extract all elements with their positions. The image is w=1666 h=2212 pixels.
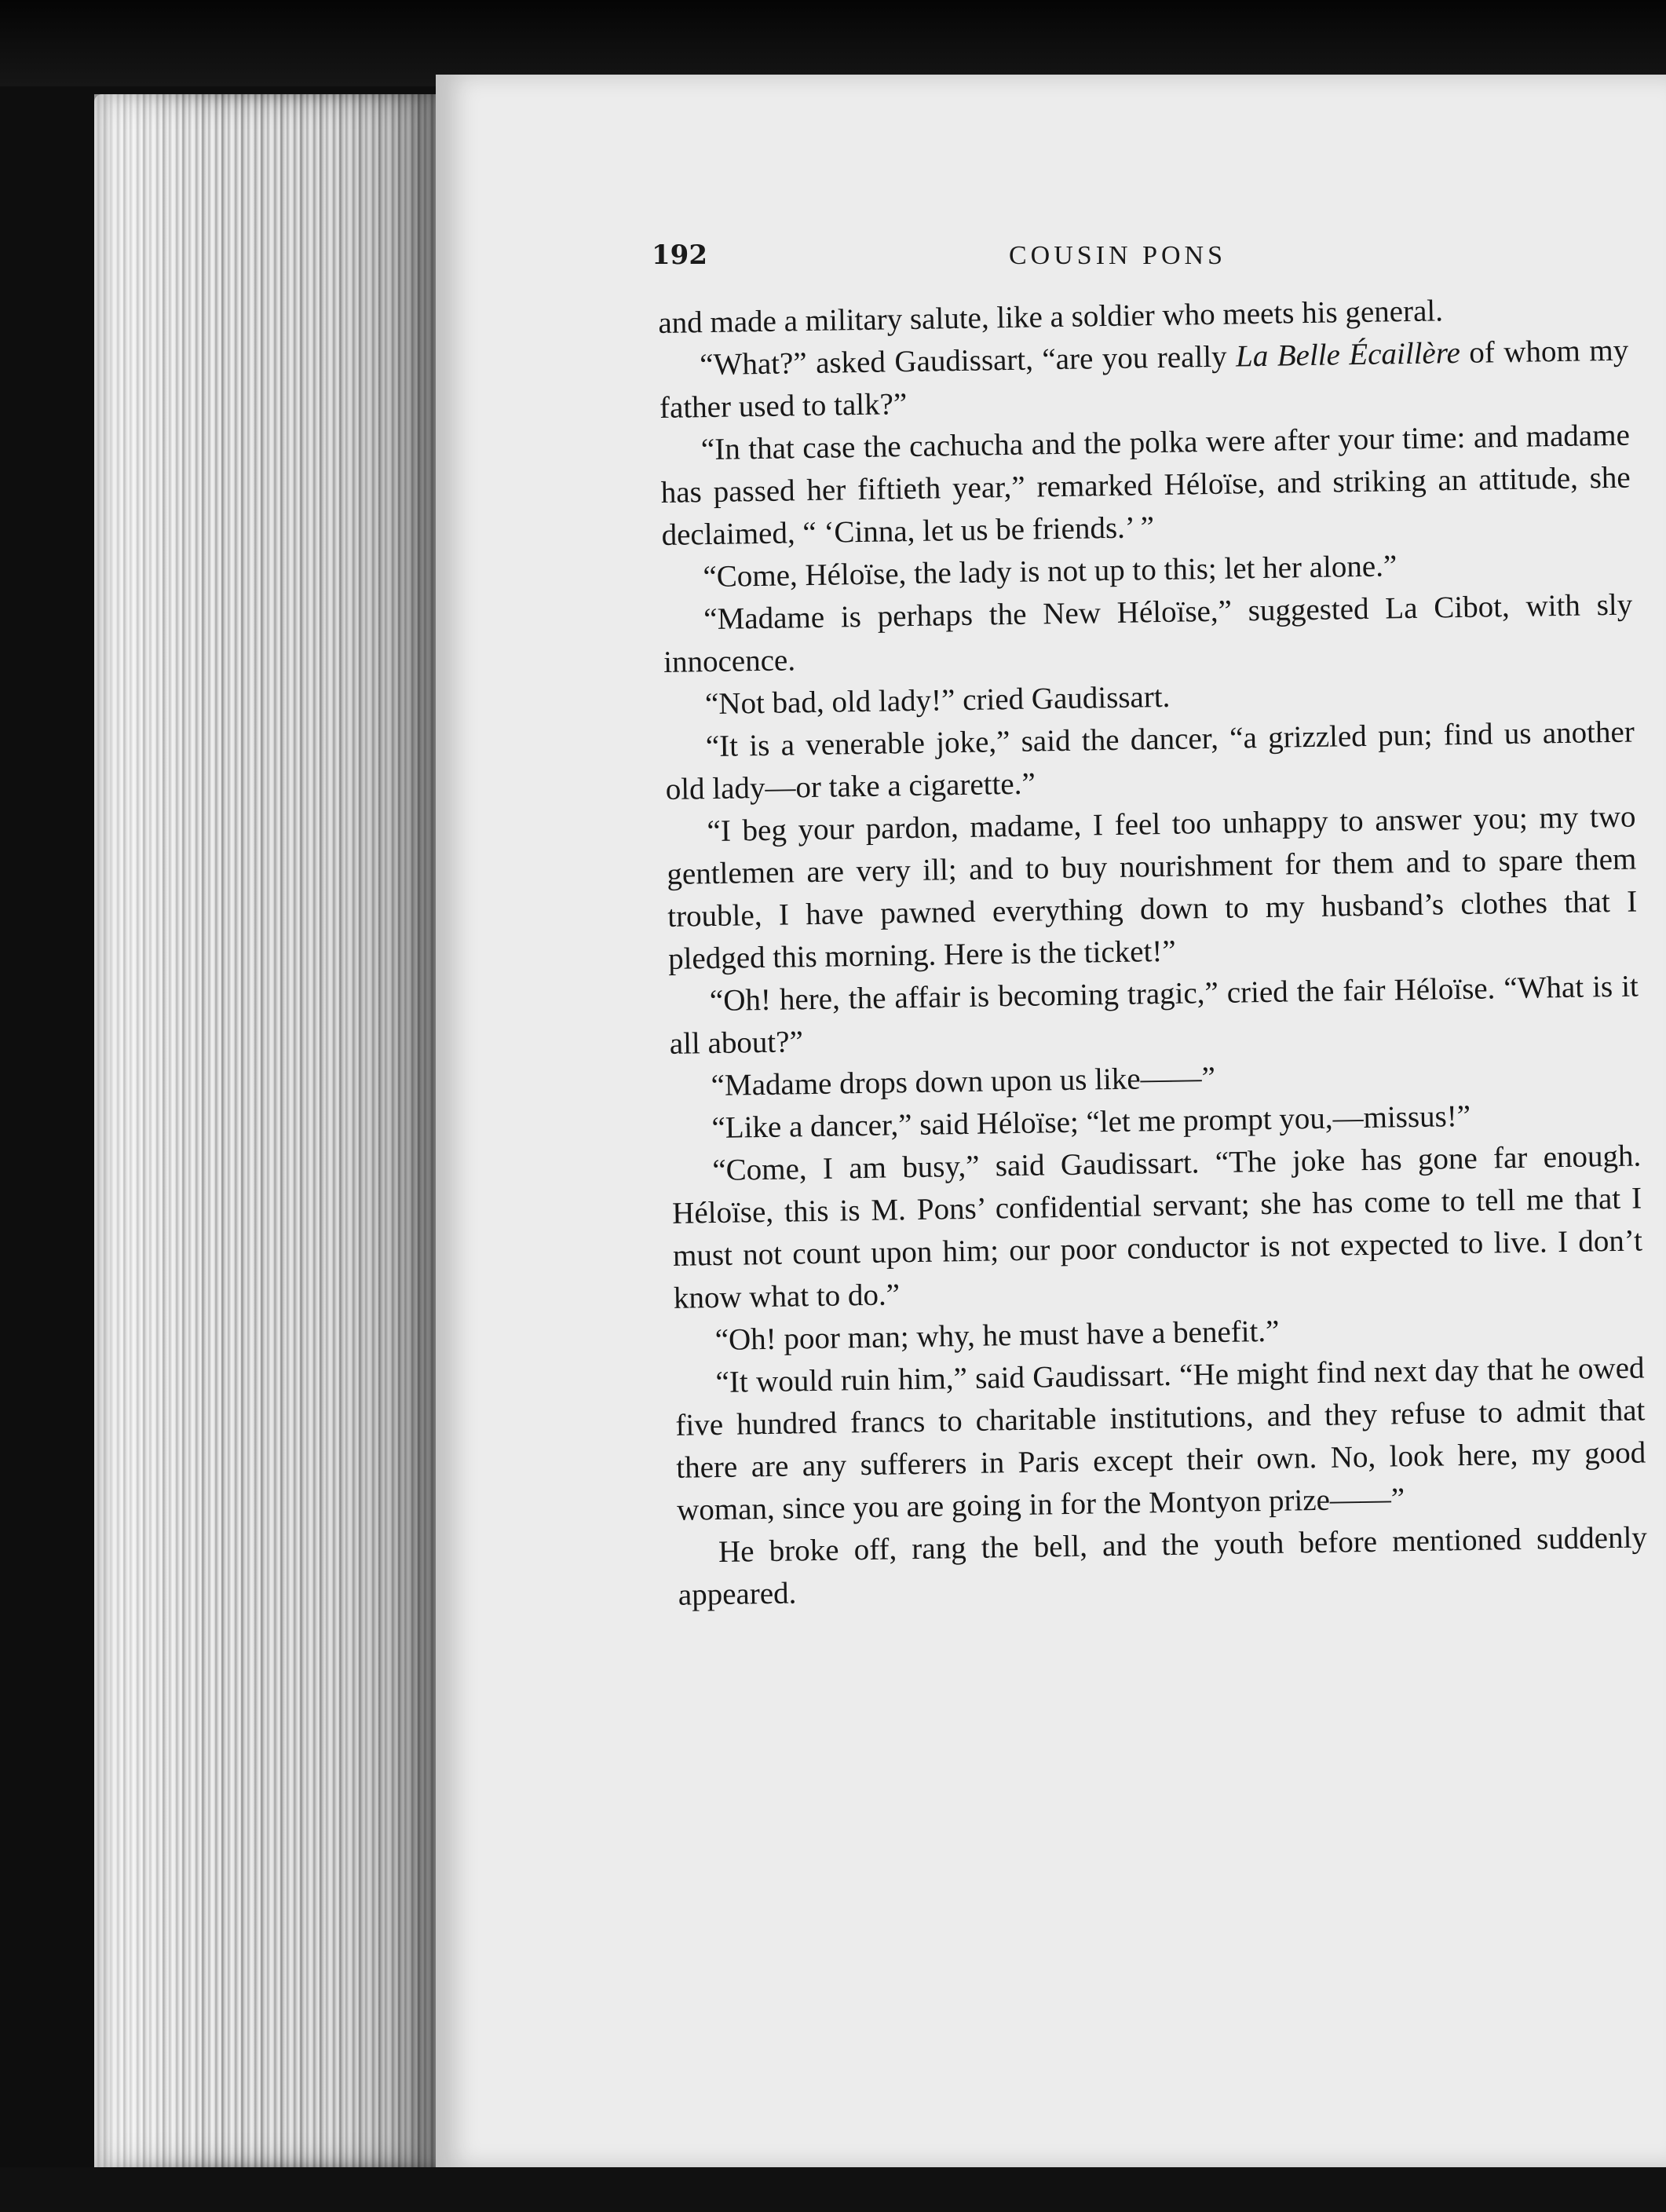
page-edge-shading (94, 94, 440, 2167)
text-run: “Come, I am busy,” said Gaudissart. “The joke has gone far enough. Héloïse, this is M. Pons’ confidential servant; she has come to tell me that I must not count upon him; our poor conductor is not expected to live. I don’t know what to do.” (671, 1139, 1643, 1315)
top-dark-border (0, 0, 1666, 86)
text-run: “Oh! here, the affair is becoming tragic,” cried the fair Héloïse. “What is it all about?” (669, 969, 1639, 1061)
body-text (658, 287, 1648, 1617)
bottom-dark-border (0, 2167, 1666, 2212)
text-run: “Like a dancer,” said Héloïse; “let me prompt you,—missus!” (711, 1099, 1471, 1146)
paragraph (669, 965, 1640, 1065)
paragraph (660, 415, 1631, 557)
paragraph (659, 330, 1630, 430)
text-run: “Not bad, old lady!” cried Gaudissart. (704, 679, 1171, 722)
text-run: “Come, Héloïse, the lady is not up to this; let her alone.” (703, 549, 1397, 594)
text-run: “Madame drops down upon us like——” (711, 1060, 1216, 1103)
text-run: He broke off, rang the bell, and the youth before mentioned suddenly appeared. (678, 1520, 1648, 1612)
paragraph (671, 1135, 1643, 1319)
running-title: COUSIN PONS (1009, 241, 1226, 270)
paragraph (663, 584, 1634, 684)
text-run: “Madame is perhaps the New Héloïse,” suggested La Cibot, with sly innocence. (663, 587, 1633, 679)
text-run: “It is a venerable joke,” said the dancer, “a grizzled pun; find us another old lady—or take a cigarette.” (665, 715, 1635, 806)
page-number: 192 (652, 239, 707, 271)
text-run: “What?” asked Gaudissart, “are you really (699, 339, 1237, 382)
text-run: “In that case the cachucha and the polka were after your time: and madame has passed her fiftieth year,” remarked Héloïse, and striking an attitude, she declaimed, “ ‘Cinna, let us be friends.’ ” (660, 418, 1631, 552)
text-run: “I beg your pardon, madame, I feel too unhappy to answer you; my two gentlemen are very ill; and to buy nourishment for them and to spare them trouble, I have pawned everything down to my husband’s clothes that I pledged this morning. Here is the ticket!” (667, 799, 1638, 976)
paragraph (666, 796, 1638, 981)
text-run: and made a military salute, like a soldier who meets his general. (658, 294, 1444, 340)
paragraph (664, 711, 1635, 811)
page-header (652, 239, 1594, 287)
italic-text: La Belle Écaillère (1235, 335, 1461, 374)
text-run: “It would ruin him,” said Gaudissart. “He might find next day that he owed five hundred francs to charitable institutions, and they refuse to admit that there are any sufferers in Paris except their own. No, look here, my good woman, since you are going in for the Montyon prize——” (675, 1351, 1646, 1527)
paragraph (674, 1347, 1646, 1531)
text-run: “Oh! poor man; why, he must have a benefit.” (714, 1314, 1280, 1358)
paragraph (678, 1516, 1649, 1616)
text-run: of whom my father used to talk?” (659, 333, 1629, 425)
